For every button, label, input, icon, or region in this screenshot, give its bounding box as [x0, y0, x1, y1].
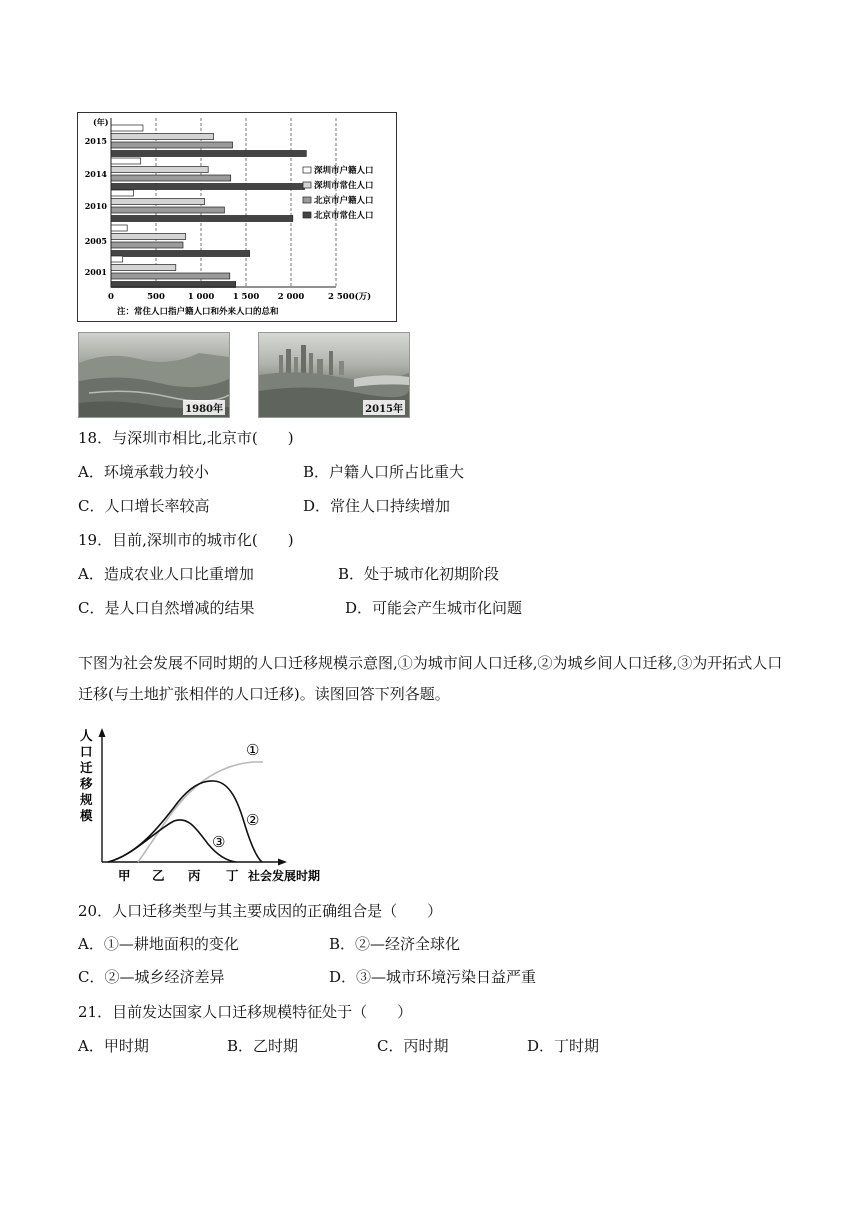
legend-swatch	[303, 197, 311, 203]
question-19-option-d: D．可能会产生城市化问题	[345, 599, 523, 617]
bar	[111, 273, 230, 279]
x-tick-label: 1 000	[187, 292, 215, 302]
y-axis-arrow-icon	[99, 728, 106, 737]
x-tick-label: 1 500	[232, 292, 260, 302]
chart-note: 注：常住人口指户籍人口和外来人口的总和	[117, 307, 279, 317]
question-19-stem: 19．目前,深圳市的城市化( )	[78, 531, 294, 549]
population-bar-chart	[77, 112, 397, 322]
bar	[111, 207, 224, 213]
question-19-option-a: A．造成农业人口比重增加	[78, 565, 254, 583]
question-19-option-b: B．处于城市化初期阶段	[338, 565, 500, 583]
photo-2015	[258, 332, 410, 418]
bar	[111, 158, 141, 164]
question-20-option-d: D．③—城市环境污染日益严重	[329, 968, 537, 986]
x-tick-yi: 乙	[152, 868, 165, 883]
y-axis-label-char: 规	[80, 792, 93, 807]
photo-2015-label: 2015年	[363, 400, 405, 415]
curve-3-label: ③	[212, 833, 226, 851]
x-axis-label: 社会发展时期	[248, 869, 321, 883]
bar	[111, 242, 183, 248]
y-axis-label-char: 模	[80, 808, 93, 823]
legend-label: 北京市常住人口	[314, 211, 374, 221]
bar	[111, 199, 205, 205]
x-tick-label: 500	[147, 292, 165, 302]
migration-chart-svg	[78, 722, 340, 884]
bar	[111, 265, 176, 271]
question-18-option-c: C．人口增长率较高	[78, 497, 210, 515]
photo-1980	[78, 332, 230, 418]
y-axis-label-char: 迁	[80, 760, 93, 775]
bar	[111, 142, 233, 148]
y-axis-label-char: 口	[80, 744, 93, 759]
x-tick-label: 0	[108, 292, 114, 302]
curve-2-label: ②	[246, 811, 260, 829]
x-tick-label: 2 000	[277, 292, 305, 302]
y-axis-label-char: 人	[80, 728, 93, 743]
bar	[111, 225, 127, 231]
question-20-option-b: B．②—经济全球化	[329, 935, 461, 953]
legend-label: 北京市户籍人口	[314, 196, 374, 206]
bar	[111, 134, 214, 140]
question-18-option-a: A．环境承载力较小	[78, 463, 209, 481]
bar	[111, 190, 134, 196]
year-tick-label: 2001	[84, 266, 107, 277]
question-18-stem: 18．与深圳市相比,北京市( )	[78, 429, 294, 447]
bar	[111, 184, 305, 190]
bar	[111, 151, 306, 157]
question-18-option-b: B．户籍人口所占比重大	[303, 463, 465, 481]
question-21-option-c: C．丙时期	[377, 1037, 449, 1055]
bar	[111, 234, 186, 240]
bar	[111, 251, 250, 257]
bar	[111, 256, 123, 262]
question-20-stem: 20．人口迁移类型与其主要成因的正确组合是（ ）	[78, 902, 443, 920]
question-19-option-c: C．是人口自然增减的结果	[78, 599, 255, 617]
question-20-option-a: A．①—耕地面积的变化	[78, 935, 239, 953]
x-tick-bing: 丙	[188, 868, 201, 883]
migration-scale-chart	[78, 722, 340, 884]
question-18-option-d: D．常住人口持续增加	[303, 497, 451, 515]
y-axis-label: (年)	[93, 117, 109, 127]
legend-label: 深圳市常住人口	[314, 181, 374, 191]
legend-swatch	[303, 167, 311, 173]
year-tick-label: 2005	[84, 235, 107, 246]
legend-swatch	[303, 182, 311, 188]
year-tick-label: 2014	[84, 168, 107, 179]
x-tick-jia: 甲	[118, 868, 131, 883]
x-axis-arrow-icon	[278, 859, 287, 866]
legend-label: 深圳市户籍人口	[314, 166, 374, 176]
bar-chart-svg	[77, 112, 397, 322]
y-axis-label-char: 移	[80, 776, 93, 791]
curve-1	[138, 762, 263, 862]
bar	[111, 167, 208, 173]
bar	[111, 175, 231, 181]
question-21-option-b: B．乙时期	[227, 1037, 299, 1055]
year-tick-label: 2010	[84, 200, 107, 211]
x-tick-ding: 丁	[226, 868, 239, 883]
question-21-option-d: D．丁时期	[527, 1037, 600, 1055]
bar	[111, 125, 143, 131]
curve-1-label: ①	[246, 741, 260, 759]
legend-swatch	[303, 212, 311, 218]
question-20-option-c: C．②—城乡经济差异	[78, 968, 225, 986]
question-21-option-a: A．甲时期	[78, 1037, 149, 1055]
question-21-stem: 21．目前发达国家人口迁移规模特征处于（ ）	[78, 1003, 413, 1021]
x-tick-label: 2 500(万)	[328, 292, 372, 302]
year-tick-label: 2015	[84, 135, 107, 146]
intro-paragraph: 下图为社会发展不同时期的人口迁移规模示意图,①为城市间人口迁移,②为城乡间人口迁移,③为开拓式人口迁移(与土地扩张相伴的人口迁移)。读图回答下列各题。	[78, 654, 783, 703]
bar	[111, 216, 293, 222]
photo-1980-label: 1980年	[183, 400, 225, 415]
